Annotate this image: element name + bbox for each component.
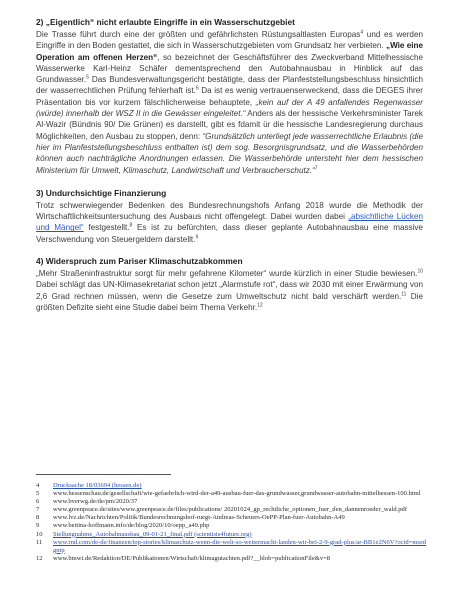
footnote-text: www.bettina-hoffmann.info/de/blog/2020/10/oepp_a49.php (53, 522, 210, 530)
footnote-text: www.greenpeace.de/sites/www.greenpeace.de/files/publications/ 20201024_gp_rechtliche_optionen_fuer_den_dannenroeder_wald.pdf (53, 506, 408, 514)
section-heading-2: 2) „Eigentlich“ nicht erlaubte Eingriffe in ein Wasserschutzgebiet (36, 17, 295, 27)
footnote-link[interactable]: Drucksache 18/03694 (hessen.de) (53, 482, 142, 489)
footnote-item (36, 539, 428, 555)
text-run: Dabei schlägt das UN-Klimasekretariat schon jetzt „Alarmstufe rot“, dass wir 2030 mit einer Erwärmung von 2,6 Grad rechnen müssen, wenn die Gesetze zum Umweltschutz nicht bald verschärft werden. (36, 280, 423, 301)
footnote-number: 6 (36, 498, 40, 506)
text-run: Es ist zu befürchten, dass dieser geplante Autobahnausbau eine massive Verschwendung von Steuergeldern darstellt. (36, 223, 423, 244)
italic-quote: “Grundsätzlich unterliegt jede wasserrechtliche Erlaubnis (die hier im Planfeststellungsbeschluss enthalten ist) dem sog. Besorgnisgrundsatz, und die Wasserbehörden können auch nachträgliche Anordnungen erlassen. Die Wasserbehörde untersteht hier dem hessischen Ministerium für Umwelt, Klimaschutz, Landwirtschaft und Verbraucherschutz.“ (36, 131, 423, 175)
footnote-number: 7 (36, 506, 40, 514)
text-run: Die Trasse führt durch eine der größten und gefährlichsten Rüstungsaltlasten Europas (36, 30, 361, 39)
text-run: Da ist es wenig vertrauenserweckend, dass die DEGES ihrer Präsentation bis vor kurzem fälschlicherweise behauptete, (36, 86, 423, 107)
footnotes (36, 474, 428, 563)
document-body (36, 17, 423, 313)
footnote-ref[interactable]: 5 (86, 74, 89, 81)
footnote-ref[interactable]: 10 (417, 268, 423, 275)
text-run: festgestellt. (83, 223, 130, 233)
quote-link[interactable]: „absichtliche Lücken und Mängel“ (36, 212, 423, 233)
text-run: „Mehr Straßeninfrastruktur sorgt für mehr gefahrene Kilometer“ wurde kürzlich in einer Studie bewiesen. (36, 269, 418, 279)
footnote-text: www.hessenschau.de/gesellschaft/wie-gefaehrlich-wird-der-a49-ausbau-fuer-das-grundwasser,grundwasser-autobahn-mittelhessen-100.html (53, 490, 421, 498)
footnote-link[interactable]: www.rnd.com/de-de/finanzen/top-stories/klimaschutz-wenn-die-welt-so-weitermacht-landen-wir-bei-2-9-grad-plus/ar-BB1e2N6V?ocid=msedgntp (53, 538, 427, 554)
footnote-text: www.lvz.de/Nachrichten/Politik/Bundesrechnungshof-ruegt-Andreas-Scheuers-OePP-Plan-fuer-Autobahn-A49 (53, 514, 345, 522)
footnote-list (36, 482, 428, 563)
section-2-paragraph (36, 29, 423, 176)
section-heading-4: 4) Widerspruch zum Pariser Klimaschutzabkommen (36, 256, 243, 267)
footnote-item (36, 514, 428, 522)
footnote-ref[interactable]: 6 (195, 85, 199, 92)
text-run: Die größten Defizite sieht eine Studie dabei beim Thema Verkehr. (36, 291, 424, 312)
section-4-paragraph (36, 268, 423, 313)
footnote-ref[interactable]: 12 (257, 302, 263, 309)
text-run: Trotz schwerwiegender Bedenken des Bundesrechnungshofs Anfang 2018 wurde die Methodik der Wirtschaftlichkeitsuntersuchung des Ausbaus nicht offengelegt. Dabei wurden dabei (36, 200, 423, 222)
text-run: und es werden Eingriffe in den Boden gestattet, die sich in Wasserschutzgebieten vom Grundsatz her verbieten. (36, 30, 423, 51)
footnote-number: 11 (36, 538, 43, 546)
footnote-item (36, 506, 428, 514)
footnote-ref[interactable]: 4 (360, 29, 364, 36)
footnote-ref[interactable]: 9 (195, 234, 199, 241)
footnote-number: 12 (36, 554, 43, 562)
section-3-paragraph (36, 200, 423, 245)
footnote-number: 4 (36, 482, 40, 489)
footnote-item (36, 498, 428, 506)
text-run: , so bezeichnet der Geschäftsführer des Zweckverband Mittelhessische Wasserwerke Karl-Heinz Schäfer dementsprechend den Autobahnausbau in Hinblick auf das Grundwasser. (36, 52, 424, 85)
footnote-number: 8 (36, 514, 40, 522)
section-heading-3: 3) Undurchsichtige Finanzierung (36, 187, 167, 198)
footnote-item (36, 531, 428, 539)
footnote-item (36, 482, 428, 490)
text-run: Anders als der hessische Verkehrsminister Tarek Al-Wazir (Bündnis 90/ Die Grünen) es darstellt, gibt es fdamit ür die hessische Landesregierung durchaus Möglichkeiten, den Ausbau zu stoppen, denn: (36, 109, 423, 141)
footnote-item (36, 522, 428, 530)
footnote-link[interactable]: Stellungnahme_Autobahnausbau_09-01-21_final.pdf (scientists4future.org) (53, 530, 252, 538)
footnote-number: 9 (36, 522, 40, 530)
footnote-text: www.bmwi.de/Redaktion/DE/Publikationen/Wirtschaft/klimagutachten.pdf?__blob=publicationFile&v=8 (53, 554, 331, 562)
footnote-text: www.bverwg.de/de/pm/2020/37 (53, 498, 138, 506)
footnote-separator (36, 474, 171, 475)
footnote-ref[interactable]: 7 (314, 164, 318, 171)
footnote-ref[interactable]: 8 (129, 222, 133, 229)
footnote-item (36, 490, 428, 498)
italic-quote: „kein auf der A 49 anfallendes Regenwasser (würde) innerhalb der WSZ II in die Gewässer eingeleitet.“ (36, 97, 423, 119)
text-run: Das Bundesverwaltungsgericht bestätigte, dass der Planfeststellungsbeschluss hinsichtlich der wasserrechtlichen Prüfung fehlerhaft ist. (36, 75, 423, 96)
bold-quote: „Wie eine Operation am offenen Herzen“ (36, 41, 424, 62)
footnote-item (36, 555, 428, 563)
footnote-number: 5 (36, 490, 40, 498)
footnote-number: 10 (36, 530, 43, 538)
footnote-ref[interactable]: 11 (401, 290, 407, 297)
